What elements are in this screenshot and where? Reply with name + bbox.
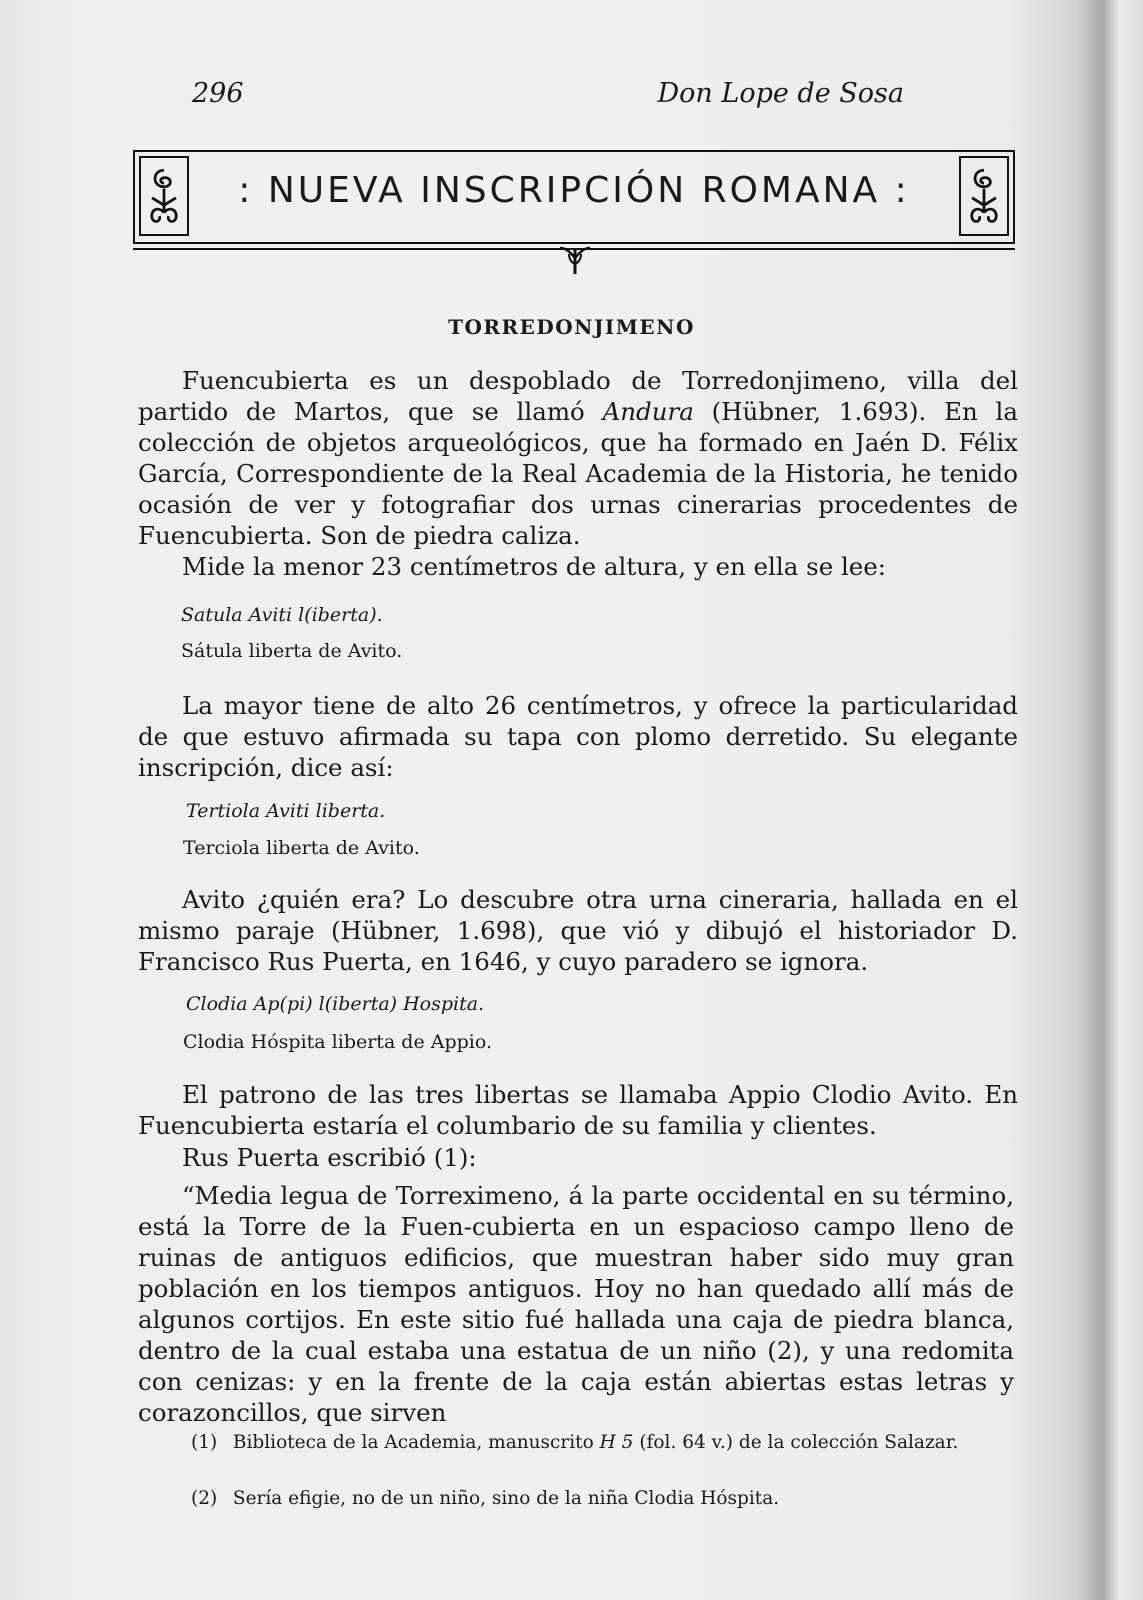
inscription-latin: Tertiola Aviti liberta. [186, 800, 386, 822]
paragraph-6 [138, 1142, 1018, 1173]
paragraph-text: Fuencubierta es un despoblado de Torredonjimeno, villa del partido de Martos, que se llamó [138, 366, 1018, 426]
inscription-translation: Clodia Hóspita liberta de Appio. [183, 1031, 493, 1053]
paragraph-2 [138, 551, 1018, 582]
paragraph-4 [138, 884, 1018, 977]
footnote-marker: (1) [191, 1432, 218, 1453]
inscription-latin: Clodia Ap(pi) l(iberta) Hospita. [186, 993, 485, 1015]
inscription-translation: Sátula liberta de Avito. [181, 640, 403, 662]
article-title: : NUEVA INSCRIPCIÓN ROMANA : [238, 170, 910, 211]
footnote-emphasis: H 5 [599, 1432, 634, 1453]
footnote-text: Biblioteca de la Academia, manuscrito [232, 1432, 600, 1453]
emphasis-text: Andura [602, 397, 694, 426]
title-banner [133, 150, 1015, 244]
paragraph-7 [138, 1180, 1014, 1428]
page-number: 296 [192, 78, 244, 109]
inscription-translation: Terciola liberta de Avito. [183, 837, 420, 859]
footnote-2 [143, 1488, 1018, 1510]
footnote-text: Sería efigie, no de un niño, sino de la niña Clodia Hóspita. [232, 1488, 780, 1509]
paragraph-text: El patrono de las tres libertas se llamaba Appio Clodio Avito. En Fuencubierta estaría el columbario de su familia y clientes. [138, 1080, 1018, 1140]
paragraph-text: Rus Puerta escribió (1): [182, 1143, 477, 1172]
paragraph-text: (Hübner, 1.693). En la colección de objetos arqueológicos, que ha formado en Jaén D. Félix García, Correspondiente de la Real Academia de la Historia, he tenido ocasión de ver y fotografiar dos urnas cinerarias procedentes de Fuencubierta. Son de piedra caliza. [138, 397, 1018, 550]
running-head: Don Lope de Sosa [657, 78, 904, 109]
paragraph-text: Avito ¿quién era? Lo descubre otra urna cineraria, hallada en el mismo paraje (Hübner, 1.698), que vió y dibujó el historiador D. Francisco Rus Puerta, en 1646, y cuyo paradero se ignora. [138, 885, 1018, 976]
scroll-ornament-icon [139, 156, 189, 236]
footnote-text: (fol. 64 v.) de la colección Salazar. [633, 1432, 959, 1453]
paragraph-1 [138, 365, 1018, 551]
section-subtitle: TORREDONJIMENO [448, 315, 695, 339]
paragraph-5 [138, 1079, 1018, 1141]
inscription-latin: Satula Aviti l(iberta). [181, 604, 383, 626]
scroll-ornament-icon [959, 156, 1009, 236]
paragraph-text: “Media legua de Torreximeno, á la parte occidental en su término, está la Torre de la Fuen-cubierta en un espacioso campo lleno de ruinas de antiguos edificios, que muestran haber sido muy gran población en los tiempos antiguos. Hoy no han quedado allí más de algunos cortijos. En este sitio fué hallada una caja de piedra blanca, dentro de la cual estaba una estatua de un niño (2), y una redomita con cenizas: y en la frente de la caja están abiertas estas letras y corazoncillos, que sirven [138, 1181, 1014, 1427]
fleuron-ornament-icon [558, 244, 592, 278]
paragraph-text: La mayor tiene de alto 26 centímetros, y ofrece la particularidad de que estuvo afirmada su tapa con plomo derretido. Su elegante inscripción, dice así: [138, 691, 1018, 782]
paragraph-text: Mide la menor 23 centímetros de altura, y en ella se lee: [182, 552, 887, 581]
footnote-marker: (2) [191, 1488, 218, 1509]
paragraph-3 [138, 690, 1018, 783]
footnote-1 [143, 1432, 1018, 1454]
